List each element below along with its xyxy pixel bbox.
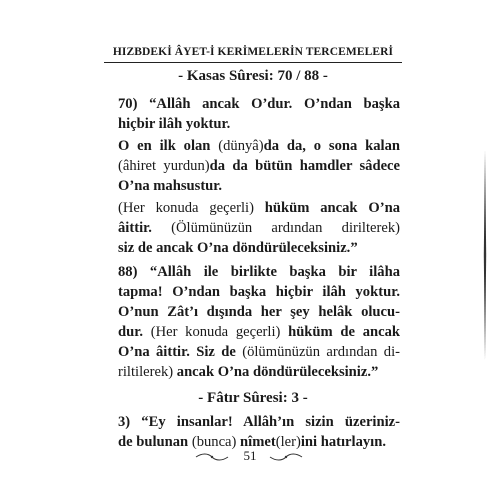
- text-segment: 88) “Allâh ile birlikte başka bir ilâha: [118, 264, 400, 280]
- text-segment: O’na mahsustur.: [118, 178, 223, 194]
- text-line: [118, 322, 400, 342]
- text-segment: da da bütün hamdler sâdece: [209, 158, 400, 174]
- text-segment: da da, o sona kalan: [263, 138, 400, 154]
- text-segment: O’nun Zât’ı dışında her şey helâk olucu-: [118, 304, 400, 320]
- text-line: [118, 262, 400, 282]
- text-segment: hiçbir ilâh yoktur.: [118, 116, 231, 132]
- text-segment: de bulunan: [118, 434, 192, 450]
- text-segment: (ölümünüzün ardından di-: [242, 344, 401, 360]
- text-line: [118, 176, 400, 196]
- side-ornament-icon: [483, 150, 487, 360]
- text-line: [118, 302, 400, 322]
- text-line: [118, 282, 400, 302]
- footer-ornament-right-icon: [268, 452, 304, 462]
- sura-heading-kasas: - Kasas Sûresi: 70 / 88 -: [178, 68, 328, 84]
- text-segment: (Her konuda geçerli): [118, 200, 265, 216]
- text-segment: hüküm ancak O’na: [264, 200, 400, 216]
- text-segment: O’na âittir. Siz de: [118, 344, 243, 360]
- text-segment: ini hatırlayın.: [300, 434, 386, 450]
- verse-70-paragraph: [118, 94, 400, 134]
- text-segment: ancak O’na döndürüleceksiniz.”: [176, 364, 379, 380]
- text-segment: 3) “Ey insanlar! Allâh’ın sizin üzeriniz-: [118, 414, 400, 430]
- text-line: [118, 156, 400, 176]
- page-number: 51: [243, 448, 257, 463]
- text-line: [118, 218, 400, 238]
- text-line: [118, 114, 400, 134]
- page-footer: [160, 446, 340, 468]
- text-segment: âittir.: [118, 220, 172, 236]
- sura-heading-fatir: - Fâtır Sûresi: 3 -: [198, 390, 308, 406]
- header-rule: [104, 62, 402, 63]
- text-segment: nîmet: [240, 434, 276, 450]
- text-line: [118, 198, 400, 218]
- text-line: [118, 342, 400, 362]
- verse-88-paragraph: [118, 262, 400, 382]
- text-line: [118, 238, 400, 258]
- text-segment: (ler): [275, 434, 301, 450]
- text-segment: (dünyâ): [218, 138, 264, 154]
- text-segment: tapma! O’ndan başka hiçbir ilâh yoktur.: [118, 284, 400, 300]
- verse-70-closing-paragraph: [118, 198, 400, 258]
- verse-70-continued-paragraph: [118, 136, 400, 196]
- text-line: [118, 412, 400, 432]
- text-segment: riltilerek): [118, 364, 177, 380]
- text-line: [118, 362, 400, 382]
- text-segment: 70) “Allâh ancak O’dur. O’ndan başka: [118, 96, 400, 112]
- text-segment: dur.: [118, 324, 151, 340]
- text-segment: hüküm de ancak: [288, 324, 400, 340]
- running-header: HIZBDEKİ ÂYET-İ KERİMELERİN TERCEMELERİ: [112, 46, 394, 58]
- text-segment: O en ilk olan: [118, 138, 219, 154]
- text-segment: (bunca): [191, 434, 241, 450]
- text-segment: (Her konuda geçerli): [150, 324, 289, 340]
- text-segment: (âhiret yurdun): [118, 158, 210, 174]
- text-segment: siz de ancak O’na döndürüleceksiniz.”: [118, 240, 358, 256]
- text-segment: (Ölümünüzün ardından dirilterek): [171, 220, 401, 236]
- text-line: [118, 94, 400, 114]
- text-line: [118, 136, 400, 156]
